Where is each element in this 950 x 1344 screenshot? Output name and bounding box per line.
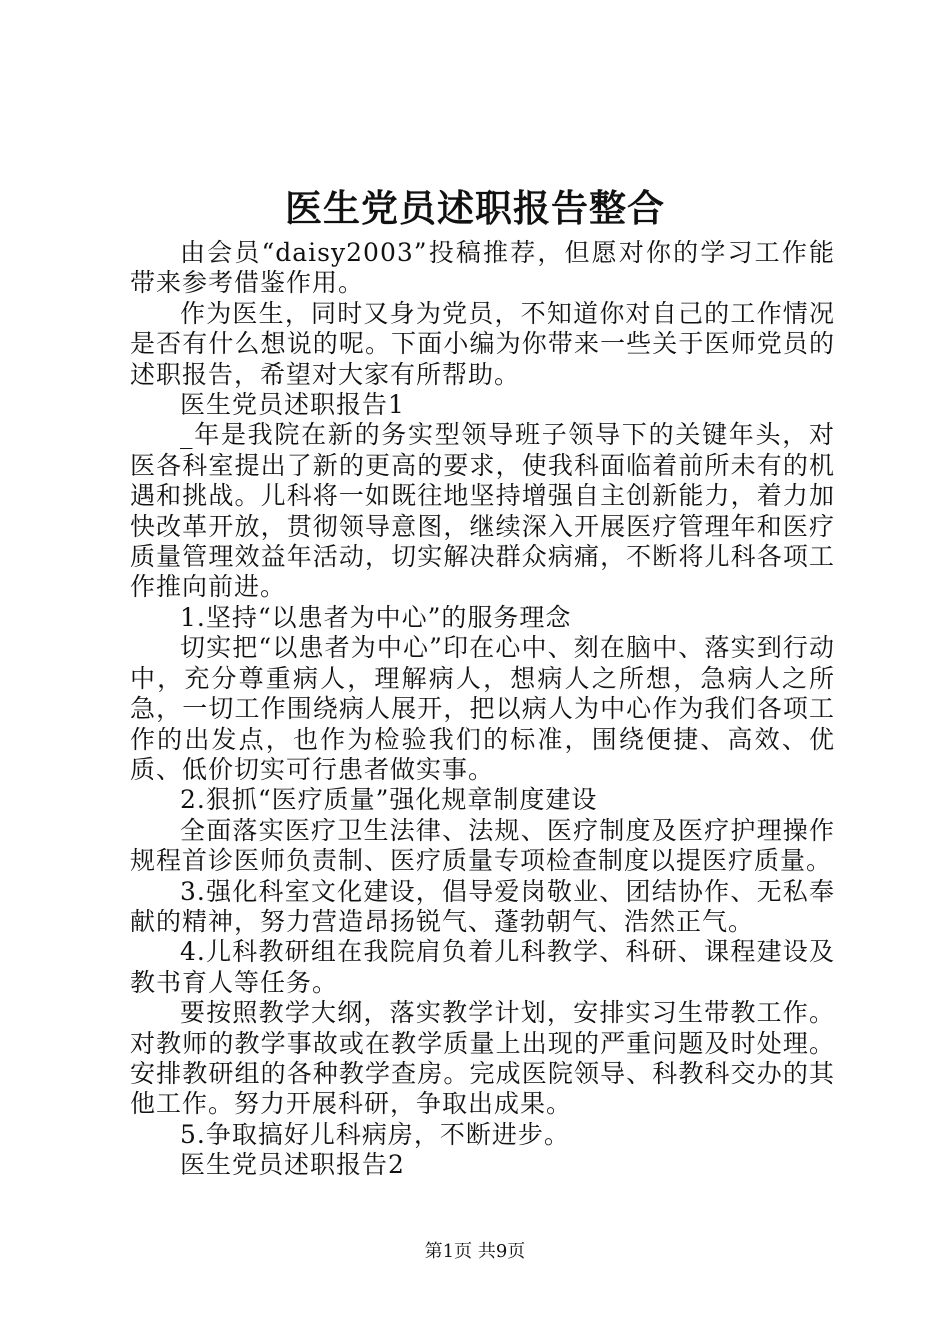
point-heading-1: 1.坚持“以患者为中心”的服务理念 bbox=[180, 602, 572, 632]
page-number-footer: 第1页 共9页 bbox=[424, 1241, 526, 1262]
point-5: 5.争取搞好儿科病房，不断进步。 bbox=[180, 1119, 570, 1149]
paragraph-point-1: 切实把“以患者为中心”印在心中、刻在脑中、落实到行动中，充分尊重病人，理解病人，想病人之所想，急病人之所急，一切工作围绕病人展开，把以病人为中心作为我们各项工作的出发点，也作为检验我们的标准，围绕便捷、高效、优质、低价切实可行患者做实事。 bbox=[130, 633, 835, 784]
point-4: 4.儿科教研组在我院肩负着儿科教学、科研、课程建设及教书育人等任务。 bbox=[130, 937, 835, 997]
point-heading-2: 2.狠抓“医疗质量”强化规章制度建设 bbox=[180, 785, 598, 815]
paragraph-report-1-opening: _年是我院在新的务实型领导班子领导下的关键年头，对医各科室提出了新的更高的要求，使我科面临着前所未有的机遇和挑战。儿科将一如既往地坚持增强自主创新能力，着力加快改革开放，贯彻领导意图，继续深入开展医疗管理年和医疗质量管理效益年活动，切实解决群众病痛，不断将儿科各项工作推向前进。 bbox=[130, 420, 835, 602]
document-body bbox=[130, 238, 835, 1181]
paragraph-point-4: 要按照教学大纲，落实教学计划，安排实习生带教工作。对教师的教学事故或在教学质量上出现的严重问题及时处理。安排教研组的各种教学查房。完成医院领导、科教科交办的其他工作。努力开展科研，争取出成果。 bbox=[130, 998, 835, 1119]
section-heading-report-2: 医生党员述职报告2 bbox=[180, 1150, 405, 1180]
paragraph-preface: 作为医生，同时又身为党员，不知道你对自己的工作情况是否有什么想说的呢。下面小编为你带来一些关于医师党员的述职报告，希望对大家有所帮助。 bbox=[130, 298, 835, 389]
paragraph-intro: 由会员“daisy2003”投稿推荐，但愿对你的学习工作能带来参考借鉴作用。 bbox=[130, 238, 835, 298]
paragraph-point-2: 全面落实医疗卫生法律、法规、医疗制度及医疗护理操作规程首诊医师负责制、医疗质量专项检查制度以提医疗质量。 bbox=[130, 815, 835, 876]
document-title: 医生党员述职报告整合 bbox=[285, 186, 665, 230]
point-3: 3.强化科室文化建设，倡导爱岗敬业、团结协作、无私奉献的精神，努力营造昂扬锐气、蓬勃朝气、浩然正气。 bbox=[130, 876, 835, 936]
section-heading-report-1: 医生党员述职报告1 bbox=[180, 390, 405, 420]
